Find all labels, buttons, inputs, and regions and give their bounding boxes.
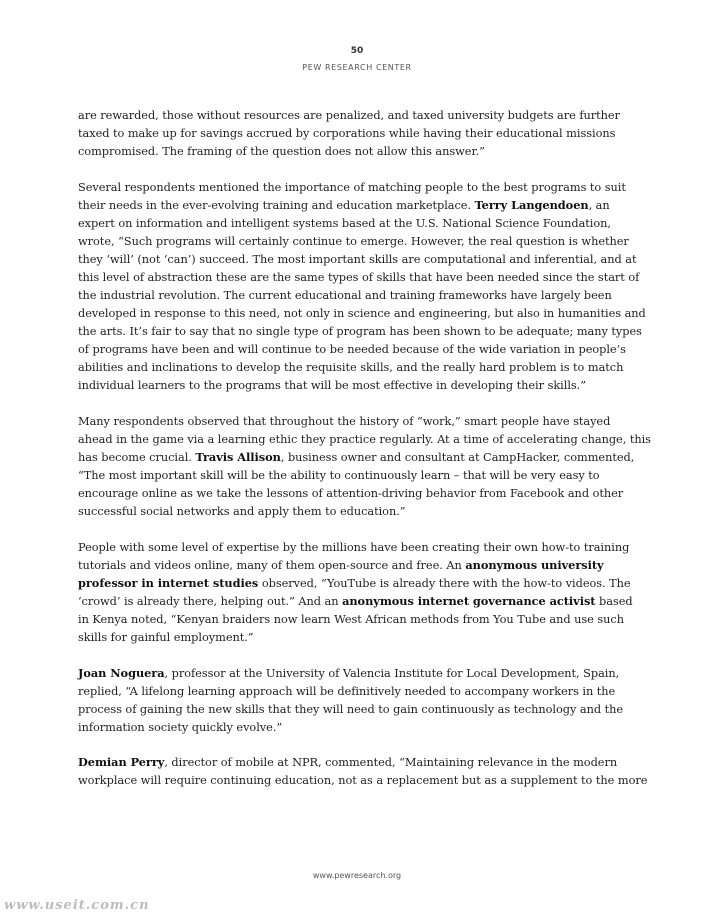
text-segment: has become crucial. <box>78 449 192 464</box>
text-line: skills for gainful employment.” <box>78 630 254 644</box>
text-line: process of gaining the new skills that they will need to gain continuously as technology and the <box>78 701 624 716</box>
text-line <box>78 664 650 682</box>
paragraph-6 <box>78 753 650 789</box>
respondent-name: professor in internet studies <box>78 575 259 590</box>
text-line: encourage online as we take the lessons of attention-driving behavior from Facebook and other <box>78 486 624 501</box>
text-segment: tutorials and videos online, many of them open-source and free. An <box>78 557 462 572</box>
text-line <box>78 753 650 771</box>
page-number: 50 <box>350 46 364 56</box>
text-line: wrote, “Such programs will certainly continue to emerge. However, the real question is whether <box>78 233 629 248</box>
text-line: this level of abstraction these are the same types of skills that have been needed since the start of <box>78 269 640 284</box>
text-line: the industrial revolution. The current educational and training frameworks have largely been <box>78 288 612 303</box>
text-line: compromised. The framing of the question does not allow this answer.” <box>78 144 485 159</box>
text-line: are rewarded, those without resources are penalized, and taxed university budgets are further <box>78 108 620 122</box>
report-body <box>78 106 650 807</box>
text-line: successful social networks and apply them to education.” <box>78 504 406 519</box>
respondent-name: anonymous university <box>465 557 604 572</box>
text-line: expert on information and intelligent systems based at the U.S. National Science Foundation, <box>78 215 611 230</box>
text-line: they ‘will’ (not ‘can’) succeed. The most important skills are computational and inferential, and at <box>78 251 637 266</box>
respondent-name: Demian Perry <box>78 755 165 770</box>
text-segment: observed, “YouTube is already there with the how-to videos. The <box>258 575 631 590</box>
text-line: ahead in the game via a learning ethic they practice regularly. At a time of accelerating change, this <box>78 431 651 446</box>
text-segment: based <box>595 593 633 608</box>
text-line: individual learners to the programs that will be most effective in developing their skills.” <box>78 378 586 393</box>
respondent-name: Terry Langendoen <box>474 197 589 212</box>
footer-url: www.pewresearch.org <box>312 871 402 880</box>
text-line: of programs have been and will continue to be needed because of the wide variation in people’s <box>78 342 626 357</box>
respondent-name: Travis Allison <box>195 449 281 464</box>
watermark: www.useit.com.cn <box>4 898 150 913</box>
text-line: information society quickly evolve.” <box>78 719 283 734</box>
text-line: abilities and inclinations to develop the requisite skills, and the really hard problem is to match <box>78 360 624 375</box>
paragraph-2 <box>78 178 650 395</box>
text-line: Many respondents observed that throughout the history of “work,” smart people have stayed <box>78 413 611 428</box>
text-line: developed in response to this need, not only in science and engineering, but also in humanities and <box>78 306 646 321</box>
paragraph-3 <box>78 412 650 520</box>
text-line: replied, “A lifelong learning approach will be definitively needed to accompany workers in the <box>78 683 616 698</box>
text-line: Several respondents mentioned the importance of matching people to the best programs to suit <box>78 179 626 194</box>
text-line: workplace will require continuing education, not as a replacement but as a supplement to the more <box>78 773 648 788</box>
text-line: in Kenya noted, “Kenyan braiders now learn West African methods from You Tube and use such <box>78 611 624 626</box>
text-line: the arts. It’s fair to say that no single type of program has been shown to be adequate; many types <box>78 324 642 339</box>
text-line <box>78 448 650 466</box>
text-segment: , business owner and consultant at CampHacker, commented, <box>280 449 635 464</box>
header-organization: PEW RESEARCH CENTER <box>302 63 412 72</box>
text-segment: , professor at the University of Valencia Institute for Local Development, Spain, <box>164 665 620 680</box>
text-line: taxed to make up for savings accrued by corporations while having their educational missions <box>78 126 616 141</box>
text-line: “The most important skill will be the ability to continuously learn – that will be very easy to <box>78 468 600 483</box>
text-segment: ‘crowd’ is already there, helping out.” And an <box>78 593 339 608</box>
text-segment: their needs in the ever-evolving training and education marketplace. <box>78 197 472 212</box>
respondent-name: Joan Noguera <box>78 665 165 680</box>
text-line <box>78 592 650 610</box>
text-line <box>78 196 650 214</box>
text-line <box>78 556 650 574</box>
text-segment: , director of mobile at NPR, commented, “Maintaining relevance in the modern <box>164 755 618 770</box>
text-segment: , an <box>588 197 610 212</box>
text-line <box>78 574 650 592</box>
respondent-name: anonymous internet governance activist <box>342 593 596 608</box>
text-line: People with some level of expertise by the millions have been creating their own how-to training <box>78 539 630 554</box>
paragraph-5 <box>78 664 650 736</box>
paragraph-1 <box>78 106 650 160</box>
paragraph-4 <box>78 538 650 646</box>
